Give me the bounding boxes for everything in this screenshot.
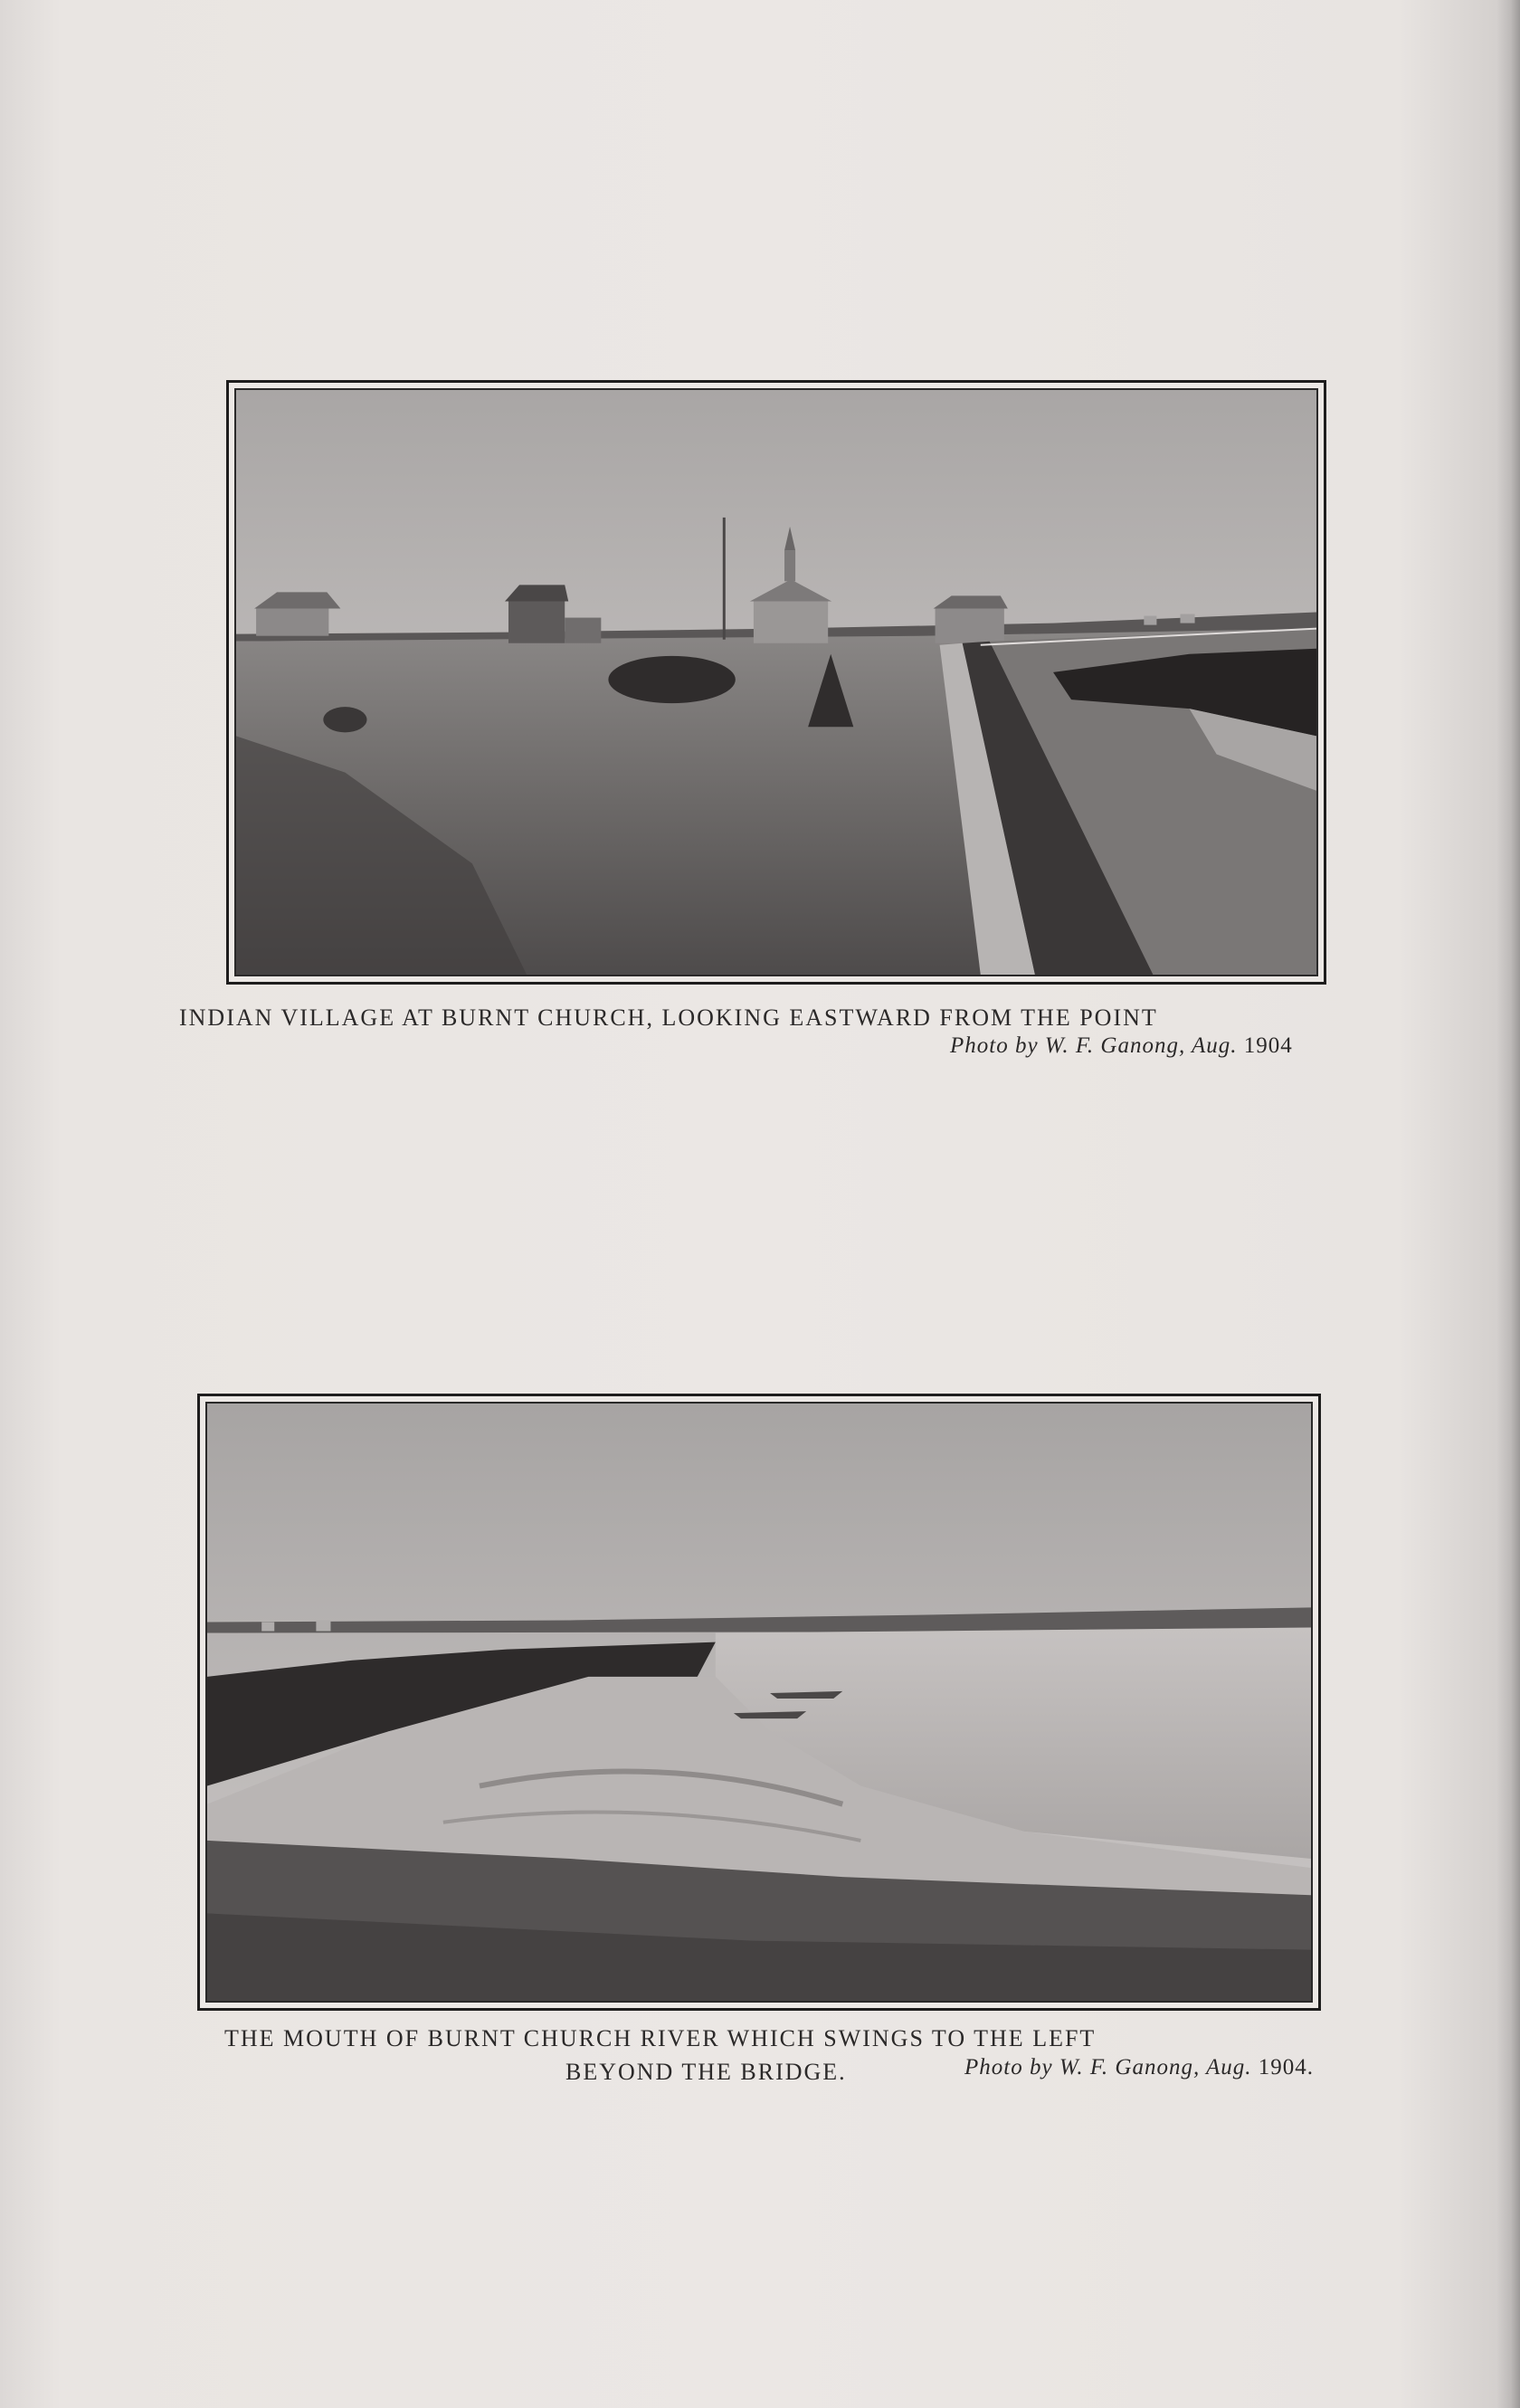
credit-prefix: Photo by	[950, 1033, 1039, 1058]
caption-river-mouth-line2: BEYOND THE BRIDGE.	[565, 2059, 847, 2085]
caption-river-mouth-line1: THE MOUTH OF BURNT CHURCH RIVER WHICH SWINGS TO THE LEFT	[224, 2025, 1097, 2051]
page-edge-shadow	[1496, 0, 1520, 2408]
photo-village	[234, 388, 1318, 976]
credit-year: 1904	[1243, 1033, 1293, 1058]
village-photograph	[236, 390, 1316, 975]
credit-author: W. F. Ganong, Aug.	[1044, 1033, 1238, 1058]
credit-prefix: Photo by	[964, 2055, 1053, 2080]
credit-village	[950, 1033, 1293, 1059]
credit-river-mouth	[964, 2055, 1314, 2080]
credit-year: 1904.	[1258, 2055, 1315, 2080]
credit-author: W. F. Ganong, Aug.	[1059, 2055, 1252, 2080]
caption-village: INDIAN VILLAGE AT BURNT CHURCH, LOOKING EASTWARD FROM THE POINT	[179, 1004, 1158, 1031]
photo-plate-river-mouth	[197, 1394, 1321, 2011]
river-mouth-photograph	[207, 1404, 1311, 2001]
photo-plate-village	[226, 380, 1326, 985]
photo-river-mouth	[205, 1402, 1313, 2003]
